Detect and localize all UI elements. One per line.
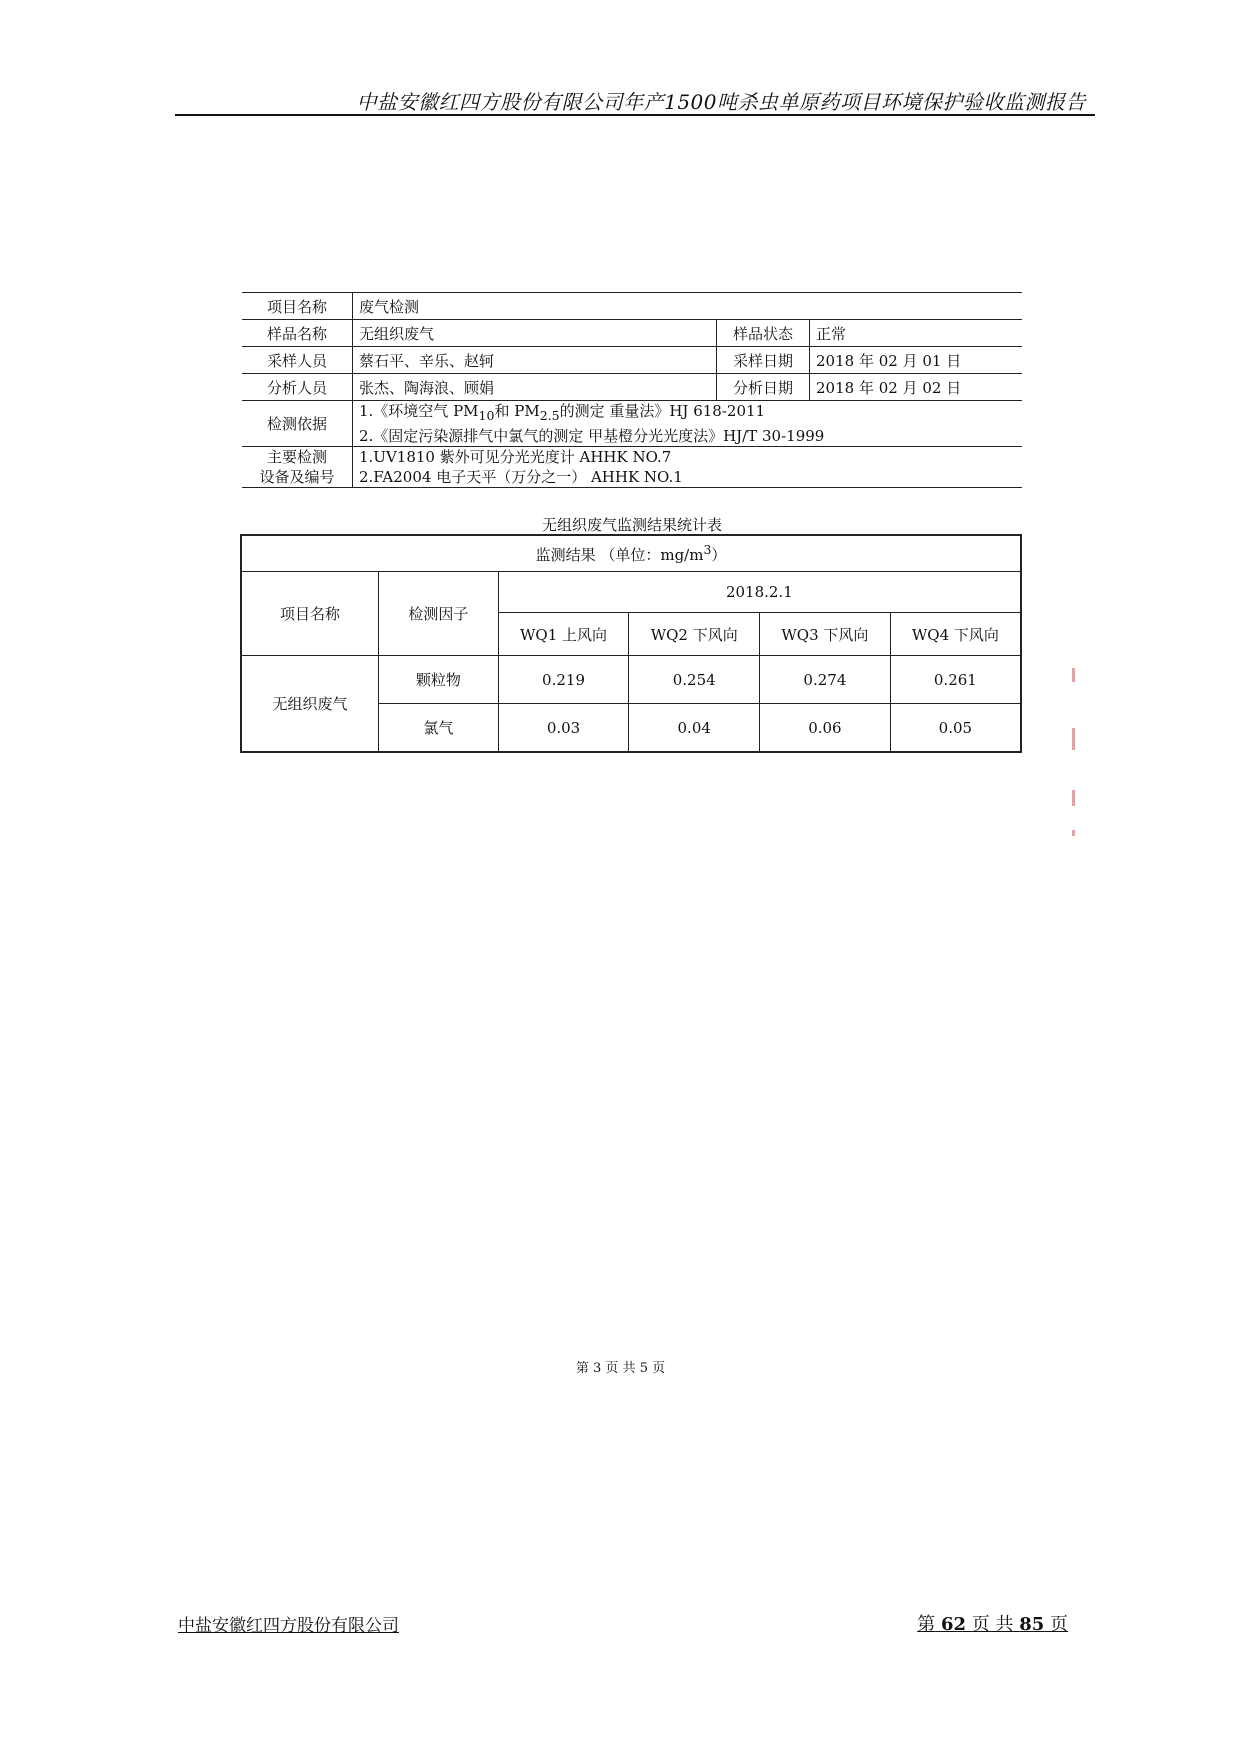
info-row-analyst xyxy=(242,374,1022,401)
point-wq3: WQ3 下风向 xyxy=(760,613,891,656)
table-row xyxy=(241,656,1021,704)
project-name-value: 废气检测 xyxy=(353,293,1023,320)
basis-line-1: 1.《环境空气 $PM_{10}$和 $PM_{2.5}$的测定 重量法》HJ 618-2011 xyxy=(359,402,766,423)
analyst-label: 分析人员 xyxy=(242,374,353,401)
results-table xyxy=(240,534,1022,753)
col-project-name: 项目名称 xyxy=(241,572,379,656)
info-row-sample xyxy=(242,320,1022,347)
inner-page-number: 第 3 页 共 5 页 xyxy=(575,1361,666,1376)
analysis-date-value: 2018 年 02 月 02 日 xyxy=(810,374,1023,401)
value-cell: 0.03 xyxy=(498,704,629,753)
equipment-label: 主要检测 设备及编号 xyxy=(242,447,353,488)
factor-particulate: 颗粒物 xyxy=(379,656,499,704)
sampler-label: 采样人员 xyxy=(242,347,353,374)
equipment-value xyxy=(353,447,1023,488)
footer-company: 中盐安徽红四方股份有限公司 xyxy=(178,1616,399,1636)
value-cell: 0.254 xyxy=(629,656,760,704)
footer-page-number: 第 62 页 共 85 页 xyxy=(917,1614,1068,1635)
results-header-row xyxy=(241,572,1021,613)
value-cell: 0.06 xyxy=(760,704,891,753)
value-cell: 0.05 xyxy=(890,704,1021,753)
project-name-label: 项目名称 xyxy=(242,293,353,320)
scan-stamp-mark xyxy=(1072,790,1075,806)
basis-line-2: 2.《固定污染源排气中氯气的测定 甲基橙分光光度法》HJ/T 30-1999 xyxy=(359,427,825,445)
value-cell: 0.261 xyxy=(890,656,1021,704)
info-row-project xyxy=(242,293,1022,320)
basis-label: 检测依据 xyxy=(242,401,353,447)
point-wq4: WQ4 下风向 xyxy=(890,613,1021,656)
sampler-value: 蔡石平、辛乐、赵轲 xyxy=(353,347,717,374)
equipment-line-2: 2.FA2004 电子天平（万分之一） AHHK NO.1 xyxy=(359,468,683,486)
sample-state-value: 正常 xyxy=(810,320,1023,347)
sampling-date-label: 采样日期 xyxy=(717,347,810,374)
col-date: 2018.2.1 xyxy=(498,572,1021,613)
scan-stamp-mark xyxy=(1072,728,1075,750)
info-row-sampler xyxy=(242,347,1022,374)
header-rule xyxy=(175,114,1095,116)
sample-name-value: 无组织废气 xyxy=(353,320,717,347)
sample-name-label: 样品名称 xyxy=(242,320,353,347)
value-cell: 0.274 xyxy=(760,656,891,704)
info-row-basis xyxy=(242,401,1022,447)
col-factor: 检测因子 xyxy=(379,572,499,656)
equipment-line-1: 1.UV1810 紫外可见分光光度计 AHHK NO.7 xyxy=(359,448,672,466)
results-caption: 无组织废气监测结果统计表 xyxy=(541,516,722,534)
value-cell: 0.219 xyxy=(498,656,629,704)
report-title: 中盐安徽红四方股份有限公司年产1500吨杀虫单原药项目环境保护验收监测报告 xyxy=(356,90,1086,114)
basis-value xyxy=(353,401,1023,447)
sample-state-label: 样品状态 xyxy=(717,320,810,347)
point-wq2: WQ2 下风向 xyxy=(629,613,760,656)
value-cell: 0.04 xyxy=(629,704,760,753)
factor-chlorine: 氯气 xyxy=(379,704,499,753)
scan-stamp-mark xyxy=(1072,668,1075,682)
sample-info-table xyxy=(242,292,1022,488)
sampling-date-value: 2018 年 02 月 01 日 xyxy=(810,347,1023,374)
info-row-equipment xyxy=(242,447,1022,488)
results-unit-row xyxy=(241,535,1021,572)
analysis-date-label: 分析日期 xyxy=(717,374,810,401)
row-project-name: 无组织废气 xyxy=(241,656,379,753)
analyst-value: 张杰、陶海浪、顾娟 xyxy=(353,374,717,401)
point-wq1: WQ1 上风向 xyxy=(498,613,629,656)
scan-stamp-mark xyxy=(1072,830,1075,836)
results-unit: 监测结果 （单位：$mg/m^3$） xyxy=(241,535,1021,572)
